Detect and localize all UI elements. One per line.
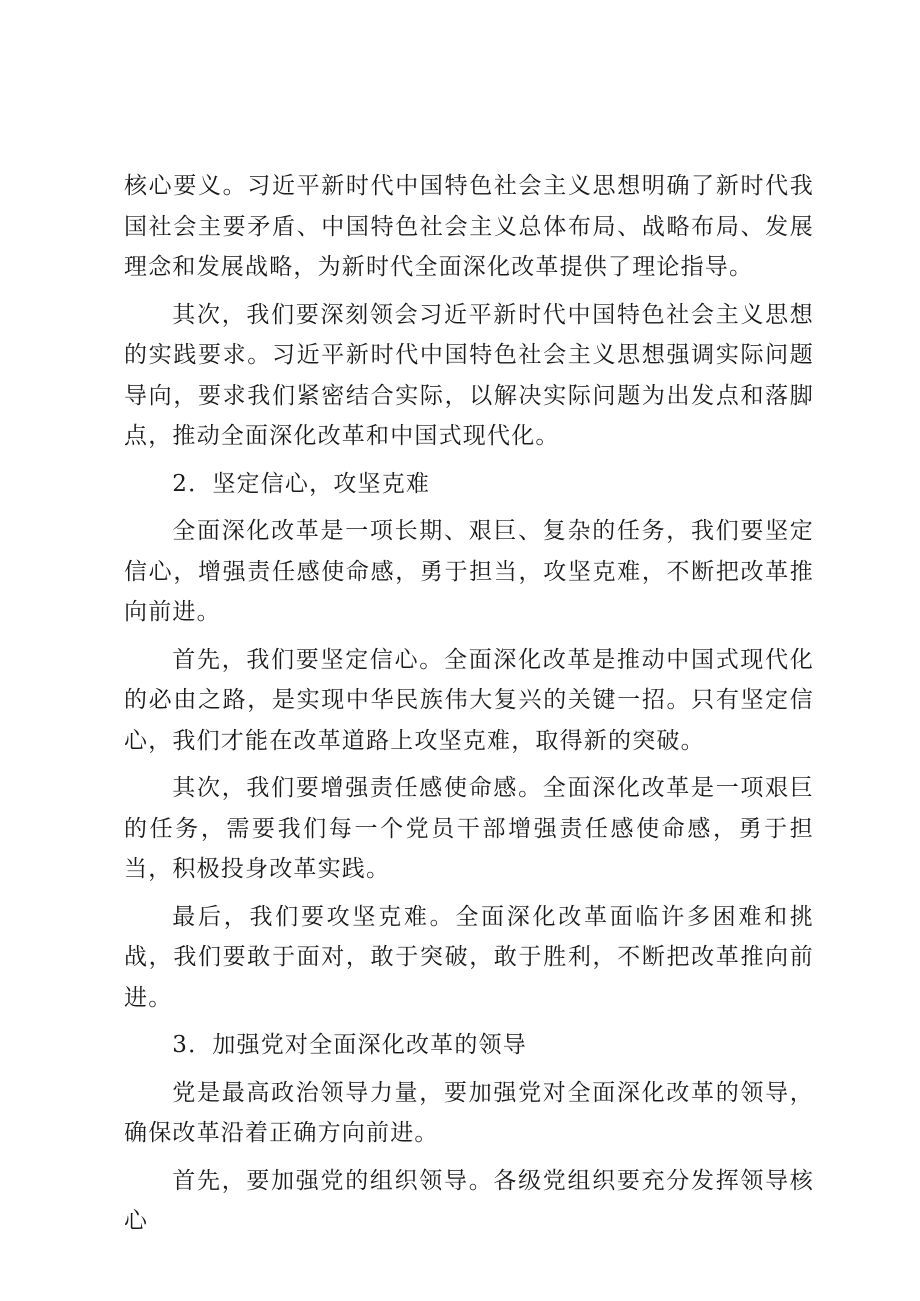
paragraph-practice-requirements: 其次，我们要深刻领会习近平新时代中国特色社会主义思想的实践要求。习近平新时代中国特色社会主义思想强调实际问题导向，要求我们紧密结合实际，以解决实际问题为出发点和落脚点，推动全面深化改革和中国式现代化。: [124, 301, 814, 449]
paragraph-overcome-difficulties: 最后，我们要攻坚克难。全面深化改革面临许多困难和挑战，我们要敢于面对，敢于突破，敢于胜利，不断把改革推向前进。: [124, 903, 814, 1011]
paragraph-organizational-leadership: 首先，要加强党的组织领导。各级党组织要充分发挥领导核心: [124, 1167, 814, 1234]
document-body: [124, 166, 814, 1249]
paragraph-party-leadership: 党是最高政治领导力量，要加强党对全面深化改革的领导，确保改革沿着正确方向前进。: [124, 1079, 814, 1146]
section-heading-2: 2．坚定信心，攻坚克难: [172, 470, 431, 497]
paragraph-continued: 核心要义。习近平新时代中国特色社会主义思想明确了新时代我国社会主要矛盾、中国特色社会主义总体布局、战略布局、发展理念和发展战略，为新时代全面深化改革提供了理论指导。: [124, 173, 814, 280]
paragraph-responsibility: 其次，我们要增强责任感使命感。全面深化改革是一项艰巨的任务，需要我们每一个党员干部增强责任感使命感，勇于担当，积极投身改革实践。: [124, 775, 814, 882]
paragraph-firm-confidence-intro: 全面深化改革是一项长期、艰巨、复杂的任务，我们要坚定信心，增强责任感使命感，勇于担当，攻坚克难，不断把改革推向前进。: [124, 518, 814, 625]
paragraph-firm-confidence-first: 首先，我们要坚定信心。全面深化改革是推动中国式现代化的必由之路，是实现中华民族伟大复兴的关键一招。只有坚定信心，我们才能在改革道路上攻坚克难，取得新的突破。: [124, 646, 814, 754]
section-heading-3: 3．加强党对全面深化改革的领导: [172, 1032, 527, 1058]
